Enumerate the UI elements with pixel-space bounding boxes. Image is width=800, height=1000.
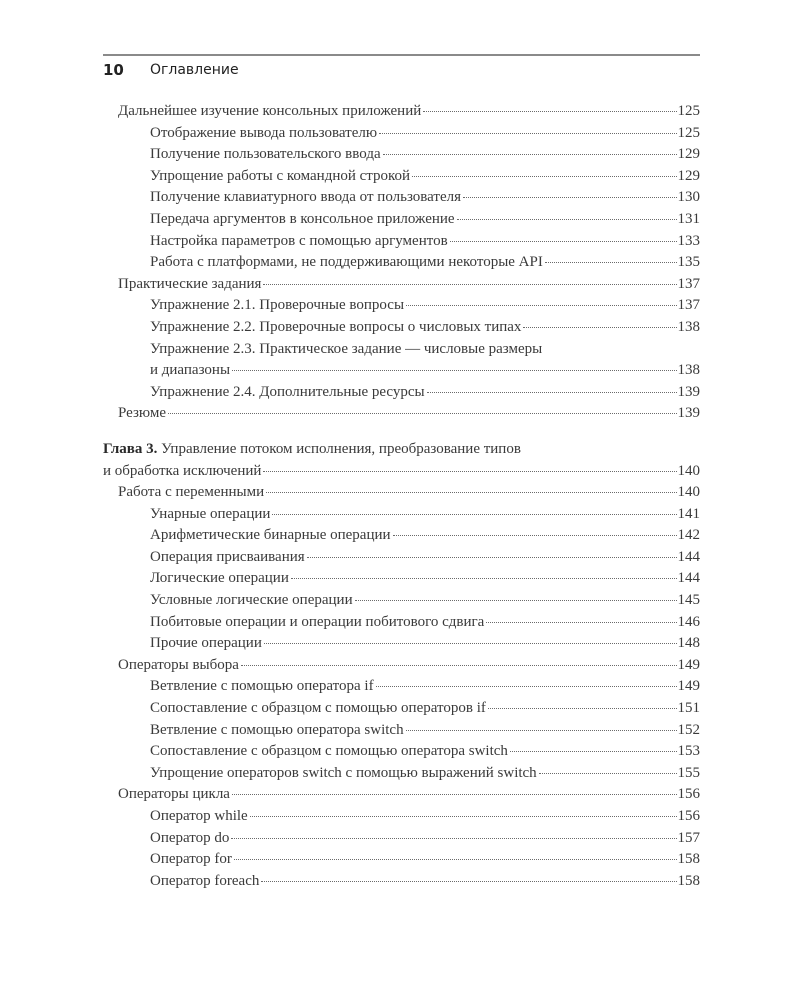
dot-leader xyxy=(264,643,677,644)
dot-leader xyxy=(488,708,677,709)
toc-title: Ветвление с помощью оператора switch xyxy=(150,721,404,738)
toc-page: 156 xyxy=(677,808,700,824)
toc-title: Оператор for xyxy=(150,851,232,868)
toc-page: 135 xyxy=(677,254,700,271)
dot-leader xyxy=(450,241,677,242)
toc-page: 144 xyxy=(677,570,700,587)
toc-row xyxy=(150,720,700,742)
spacer xyxy=(103,425,700,439)
toc-title: Упражнение 2.2. Проверочные вопросы о числовых типах xyxy=(150,318,522,335)
toc-page: 125 xyxy=(677,103,700,119)
dot-leader xyxy=(510,751,677,752)
toc-title: Ветвление с помощью оператора if xyxy=(150,678,374,695)
toc-entry[interactable] xyxy=(103,144,700,166)
dot-leader xyxy=(263,471,676,472)
toc-row xyxy=(150,676,700,698)
toc-page: 158 xyxy=(677,851,700,868)
toc-entry[interactable] xyxy=(103,295,700,317)
toc-row xyxy=(150,504,700,526)
toc-row xyxy=(150,849,700,871)
toc-entry[interactable] xyxy=(103,612,700,634)
toc-title: Операция присваивания xyxy=(150,548,305,565)
toc-row xyxy=(118,274,700,296)
toc-row xyxy=(150,612,700,634)
toc-title: Резюме xyxy=(118,405,167,422)
dot-leader xyxy=(539,773,677,774)
toc-entry[interactable] xyxy=(103,763,700,785)
toc-entry[interactable] xyxy=(103,274,700,296)
toc-entry[interactable] xyxy=(103,317,700,339)
dot-leader xyxy=(250,816,677,817)
toc-row xyxy=(150,633,700,655)
toc-title: и диапазоны xyxy=(150,362,231,379)
toc-page: 146 xyxy=(677,613,700,630)
toc-title: Оператор do xyxy=(150,829,230,846)
toc-row xyxy=(150,144,700,166)
toc-row xyxy=(150,871,700,893)
dot-leader xyxy=(291,578,677,579)
dot-leader xyxy=(234,859,677,860)
toc-page: 137 xyxy=(677,297,700,314)
dot-leader xyxy=(307,557,677,558)
toc-title: Упражнение 2.3. Практическое задание — числовые размеры xyxy=(150,340,543,357)
toc-row xyxy=(150,209,700,231)
toc-row xyxy=(150,295,700,317)
toc-title: Логические операции xyxy=(150,570,289,587)
chapter-label: Глава 3. xyxy=(103,440,158,457)
chapter-title: Управление потоком исполнения, преобразование типов xyxy=(161,440,521,457)
toc-page: 151 xyxy=(677,700,700,717)
toc-title: Дальнейшее изучение консольных приложений xyxy=(118,103,422,119)
toc-title: Работа с платформами, не поддерживающими некоторые API xyxy=(150,254,543,271)
toc-entry[interactable] xyxy=(103,339,700,382)
toc-page: 149 xyxy=(677,656,700,673)
dot-leader xyxy=(355,600,677,601)
toc-page: 155 xyxy=(677,764,700,781)
toc-row xyxy=(150,360,700,382)
dot-leader xyxy=(376,686,677,687)
dot-leader xyxy=(406,305,676,306)
toc-row xyxy=(118,784,700,806)
toc-title: Побитовые операции и операции побитового сдвига xyxy=(150,613,485,630)
dot-leader xyxy=(523,327,676,328)
toc-page: 131 xyxy=(677,210,700,227)
dot-leader xyxy=(241,665,677,666)
toc-title: Получение клавиатурного ввода от пользователя xyxy=(150,189,462,206)
toc-row xyxy=(150,252,700,274)
dot-leader xyxy=(486,622,676,623)
toc-page: 148 xyxy=(677,635,700,652)
toc-title: Унарные операции xyxy=(150,505,271,522)
toc-page: 149 xyxy=(677,678,700,695)
toc-title: Упрощение операторов switch с помощью выражений switch xyxy=(150,764,537,781)
toc-chapter-entry[interactable] xyxy=(103,439,700,482)
toc-title: Практические задания xyxy=(118,275,262,292)
page-number: 10 xyxy=(103,61,124,79)
toc-entry[interactable] xyxy=(103,741,700,763)
toc-row xyxy=(150,382,700,404)
toc-title: Упражнение 2.1. Проверочные вопросы xyxy=(150,297,405,314)
toc-page: 142 xyxy=(677,527,700,544)
toc-entry[interactable] xyxy=(103,123,700,145)
toc-page: 152 xyxy=(677,721,700,738)
toc-row xyxy=(150,123,700,145)
toc-title: Работа с переменными xyxy=(118,484,265,501)
dot-leader xyxy=(427,392,677,393)
dot-leader xyxy=(266,492,676,493)
toc-page: 125 xyxy=(677,124,700,141)
toc-page: 141 xyxy=(677,505,700,522)
toc-row xyxy=(150,166,700,188)
dot-leader xyxy=(272,514,676,515)
toc-entry[interactable] xyxy=(103,547,700,569)
toc-title xyxy=(103,439,700,461)
toc-title: Упрощение работы с командной строкой xyxy=(150,167,411,184)
toc-page: 138 xyxy=(677,318,700,335)
toc-row xyxy=(150,698,700,720)
toc-entry[interactable] xyxy=(103,209,700,231)
toc-title: Упражнение 2.4. Дополнительные ресурсы xyxy=(150,383,425,400)
toc-row xyxy=(150,590,700,612)
dot-leader xyxy=(393,535,677,536)
toc-title: Отображение вывода пользователю xyxy=(150,124,378,141)
toc-row xyxy=(150,828,700,850)
toc-entry[interactable] xyxy=(103,568,700,590)
toc-page: 140 xyxy=(677,484,700,501)
toc-title: Сопоставление с образцом с помощью операторов if xyxy=(150,700,486,717)
toc-row xyxy=(150,187,700,209)
toc-entry[interactable] xyxy=(103,720,700,742)
toc-title: Арифметические бинарные операции xyxy=(150,527,391,544)
toc-entry[interactable] xyxy=(103,871,700,893)
toc-page: 130 xyxy=(677,189,700,206)
toc-entry[interactable] xyxy=(103,633,700,655)
toc-page: 133 xyxy=(677,232,700,249)
dot-leader xyxy=(423,111,676,112)
toc-entry[interactable] xyxy=(103,676,700,698)
toc-page: 129 xyxy=(677,167,700,184)
dot-leader xyxy=(545,262,677,263)
toc-page: 157 xyxy=(677,829,700,846)
toc-row xyxy=(150,525,700,547)
dot-leader xyxy=(263,284,676,285)
toc-entry[interactable] xyxy=(103,482,700,504)
toc-entry[interactable] xyxy=(103,403,700,425)
dot-leader xyxy=(463,197,676,198)
toc-row xyxy=(103,461,700,483)
toc-title: Получение пользовательского ввода xyxy=(150,146,381,163)
toc-title: Прочие операции xyxy=(150,635,262,652)
dot-leader xyxy=(231,838,676,839)
toc-row xyxy=(118,482,700,504)
dot-leader xyxy=(406,730,677,731)
dot-leader xyxy=(412,176,676,177)
toc-entry[interactable] xyxy=(103,187,700,209)
toc-page: 158 xyxy=(677,872,700,889)
toc-page: 153 xyxy=(677,743,700,760)
toc-entry[interactable] xyxy=(103,590,700,612)
toc-title: Операторы выбора xyxy=(118,656,239,673)
table-of-contents xyxy=(103,101,700,892)
header-rule xyxy=(103,54,700,56)
toc-entry[interactable] xyxy=(103,849,700,871)
toc-page: 144 xyxy=(677,548,700,565)
toc-row xyxy=(150,547,700,569)
toc-entry[interactable] xyxy=(103,504,700,526)
toc-entry[interactable] xyxy=(103,252,700,274)
toc-page: 129 xyxy=(677,146,700,163)
toc-title: Условные логические операции xyxy=(150,592,353,609)
dot-leader xyxy=(379,133,676,134)
toc-page: 139 xyxy=(677,383,700,400)
running-title: Оглавление xyxy=(150,62,239,78)
toc-row xyxy=(118,655,700,677)
toc-row xyxy=(118,403,700,425)
toc-title: Оператор foreach xyxy=(150,872,260,889)
dot-leader xyxy=(383,154,677,155)
toc-page: 137 xyxy=(677,275,700,292)
toc-entry[interactable] xyxy=(103,828,700,850)
toc-row xyxy=(150,741,700,763)
toc-row xyxy=(150,763,700,785)
toc-entry[interactable] xyxy=(103,806,700,828)
toc-entry[interactable] xyxy=(103,698,700,720)
toc-page: 138 xyxy=(677,362,700,379)
toc-entry[interactable] xyxy=(103,525,700,547)
toc-title: Операторы цикла xyxy=(118,786,230,803)
toc-entry[interactable] xyxy=(103,166,700,188)
dot-leader xyxy=(261,881,676,882)
dot-leader xyxy=(232,370,676,371)
toc-entry[interactable] xyxy=(103,101,700,123)
toc-title: Оператор while xyxy=(150,808,248,824)
toc-entry[interactable] xyxy=(103,382,700,404)
toc-page: 140 xyxy=(677,462,700,479)
dot-leader xyxy=(457,219,677,220)
toc-title: Настройка параметров с помощью аргументов xyxy=(150,232,448,249)
toc-entry[interactable] xyxy=(103,655,700,677)
dot-leader xyxy=(232,794,677,795)
toc-entry[interactable] xyxy=(103,784,700,806)
toc-row xyxy=(118,101,700,123)
toc-row xyxy=(150,231,700,253)
toc-row xyxy=(150,568,700,590)
toc-page: 139 xyxy=(677,405,700,422)
toc-row xyxy=(150,806,700,828)
toc-title: Передача аргументов в консольное приложение xyxy=(150,210,455,227)
toc-title: и обработка исключений xyxy=(103,462,262,479)
toc-row xyxy=(150,317,700,339)
toc-page: 145 xyxy=(677,592,700,609)
toc-title: Сопоставление с образцом с помощью оператора switch xyxy=(150,743,508,760)
dot-leader xyxy=(168,413,676,414)
toc-entry[interactable] xyxy=(103,231,700,253)
toc-page: 156 xyxy=(677,786,700,803)
